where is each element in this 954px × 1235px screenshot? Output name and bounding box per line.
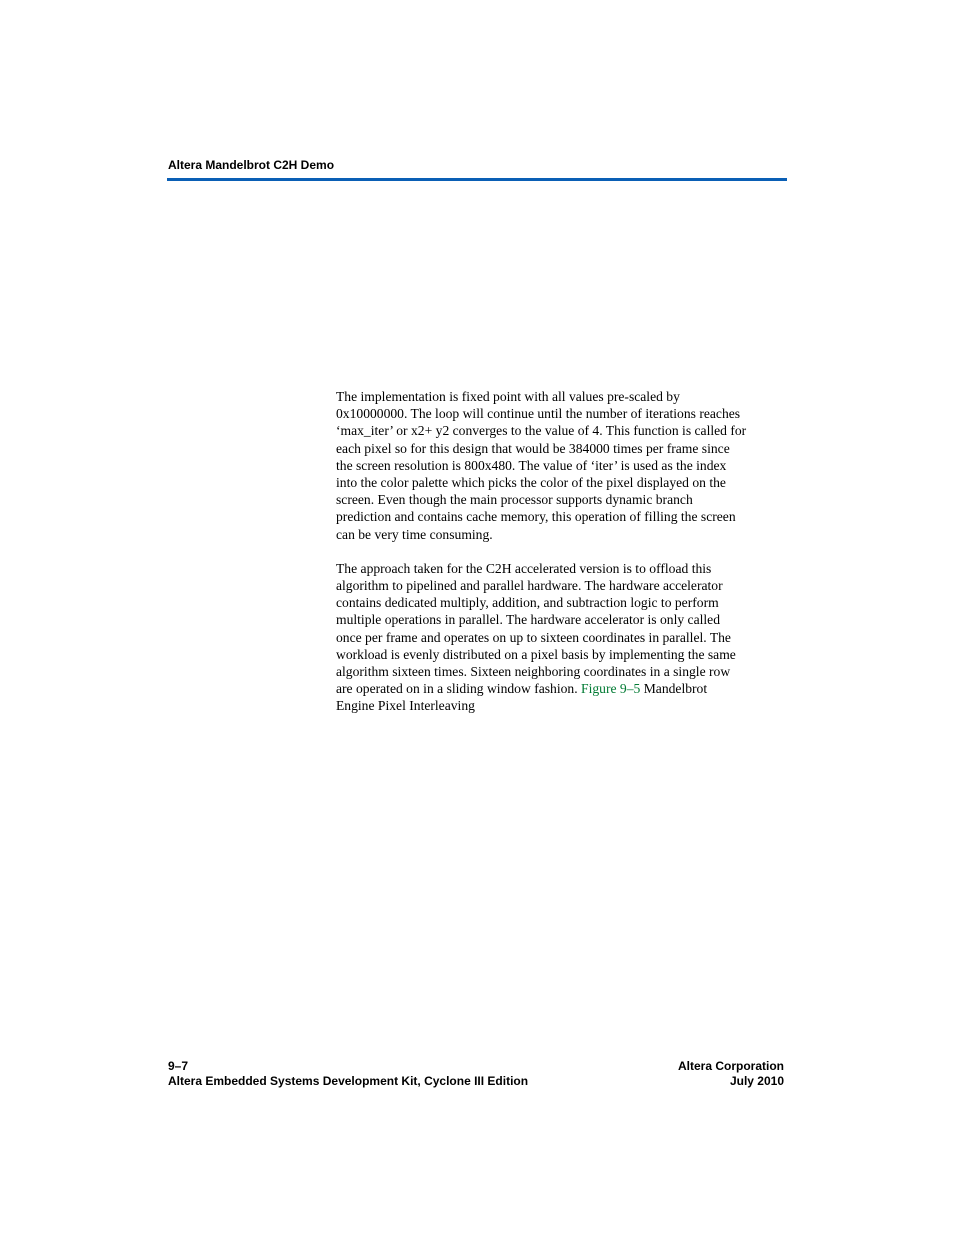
paragraph-1-line: ‘max_iter’ or x2+ y2 converges to the value of 4. This function is called for: [336, 423, 747, 439]
paragraph-2-line: algorithm sixteen times. Sixteen neighboring coordinates in a single row: [336, 664, 731, 680]
paragraph-2-line: workload is evenly distributed on a pixel basis by implementing the same: [336, 646, 736, 662]
book-title: Altera Embedded Systems Development Kit, Cyclone III Edition: [168, 1074, 529, 1088]
paragraph-2-line: multiple operations in parallel. The hardware accelerator is only called: [336, 612, 720, 628]
paragraph-1-line: screen. Even though the main processor supports dynamic branch: [336, 492, 693, 508]
paragraph-1-line: The implementation is fixed point with all values pre-scaled by: [336, 389, 680, 404]
page-number: 9–7: [168, 1059, 189, 1073]
link-line-text-after: Mandelbrot: [640, 681, 708, 697]
paragraph-2: [336, 560, 790, 715]
paragraph-1: [336, 388, 790, 543]
company-name: Altera Corporation: [677, 1059, 784, 1073]
paragraph-1-line: each pixel so for this design that would be 384000 times per frame since: [336, 440, 730, 456]
paragraph-1-line: can be very time consuming.: [336, 526, 493, 542]
paragraph-1-line: 0x10000000. The loop will continue until the number of iterations reaches: [336, 406, 741, 422]
footer-left: [168, 1059, 528, 1089]
paragraph-2-line: Engine Pixel Interleaving: [336, 698, 475, 714]
figure-cross-reference-link[interactable]: Figure 9–5: [581, 681, 641, 697]
paragraph-1-line: the screen resolution is 800x480. The value of ‘iter’ is used as the index: [336, 457, 727, 473]
paragraph-2-line: The approach taken for the C2H accelerated version is to offload this: [336, 560, 712, 576]
paragraph-2-line: contains dedicated multiply, addition, and subtraction logic to perform: [336, 595, 719, 611]
paragraph-1-line: prediction and contains cache memory, this operation of filling the screen: [336, 509, 736, 525]
header-rule: [167, 178, 787, 181]
paragraph-2-line: once per frame and operates on up to sixteen coordinates in parallel. The: [336, 629, 731, 645]
link-line-text-before: are operated on in a sliding window fashion.: [336, 681, 582, 697]
footer-right: [678, 1059, 784, 1089]
body-text: [336, 388, 790, 732]
paragraph-2-link-line: [336, 680, 790, 697]
running-header-title: Altera Mandelbrot C2H Demo: [168, 158, 335, 172]
publication-date: July 2010: [729, 1074, 784, 1088]
paragraph-1-line: into the color palette which picks the color of the pixel displayed on the: [336, 475, 726, 491]
paragraph-2-line: algorithm to pipelined and parallel hardware. The hardware accelerator: [336, 578, 723, 594]
